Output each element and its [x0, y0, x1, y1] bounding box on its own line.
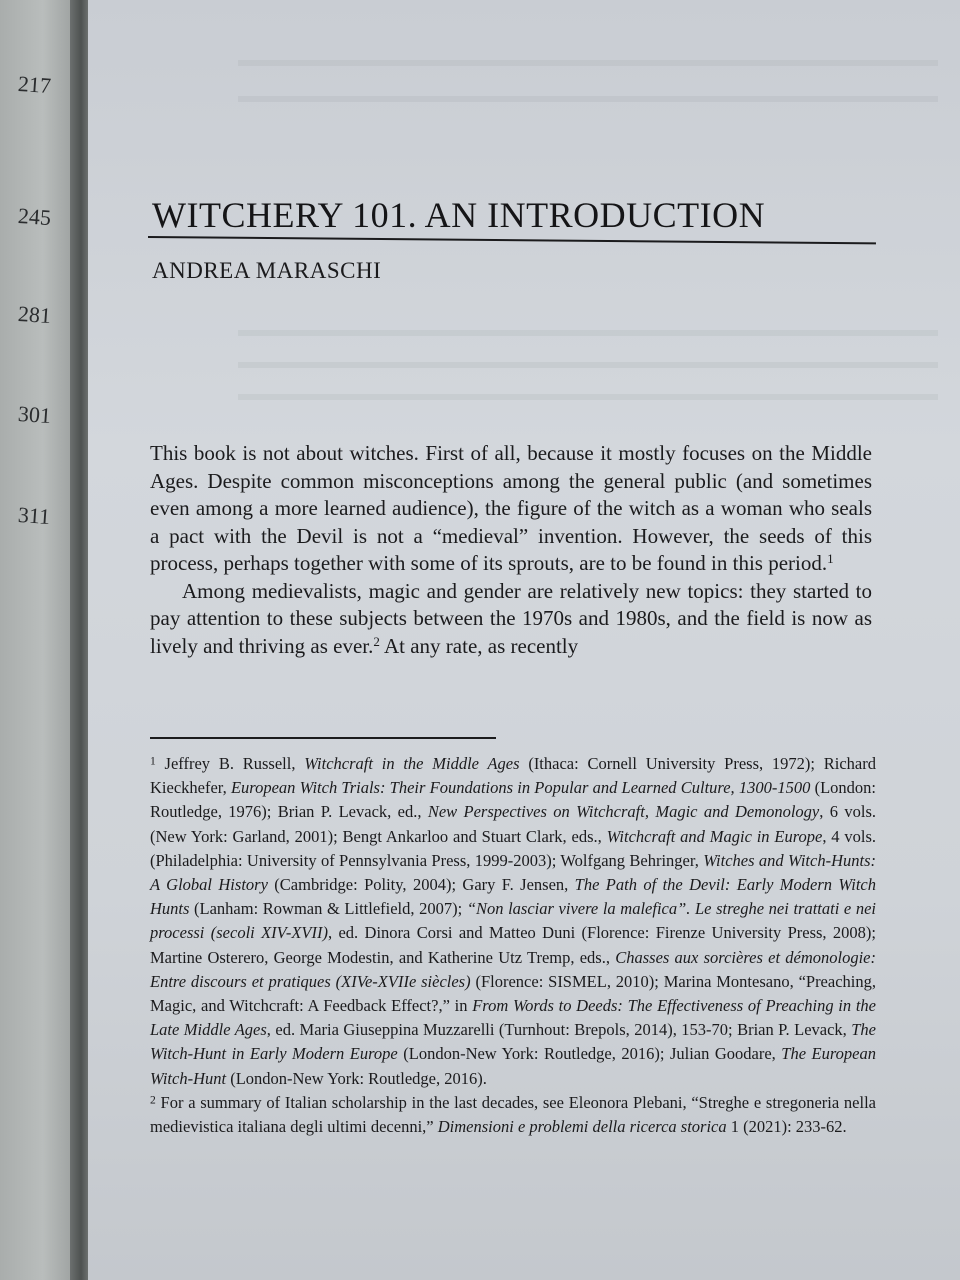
bleed-through [238, 330, 938, 336]
bleed-through [238, 362, 938, 368]
body-text [150, 440, 872, 660]
footnote-text: , 4 vols. (Philadelphia: University of Pennsylvania Press, 1999-2003); Wolfgang Behringer, [150, 826, 877, 870]
footnote-text: (Florence: SISMEL, 2010); Marina Montesano, “Preaching, Magic, and Witchcraft: A Feedback Effect?,” in [150, 971, 876, 1016]
work-title: Witchcraft and Magic in Europe [606, 826, 823, 846]
title-rule [148, 236, 876, 244]
footnote-text: , ed. Dinora Corsi and Matteo Duni (Florence: Firenze University Press, 2008); Martine Osterero, George Modestin, and Katherine Utz Tremp, eds., [150, 923, 876, 967]
previous-page-strip [0, 0, 78, 1280]
footnote-text: Jeffrey B. Russell, [155, 754, 305, 773]
work-title: Chasses aux sorcières et démonologie: Entre discours et pratiques (XIVe-XVIIe siècles) [150, 947, 876, 991]
toc-page-number: 301 [17, 400, 52, 429]
work-title: Witches and Witch-Hunts: A Global History [150, 850, 876, 895]
work-title: From Words to Deeds: The Effectiveness of Preaching in the Late Middle Ages [150, 996, 877, 1040]
work-title: The European Witch-Hunt [150, 1044, 877, 1088]
footnote-text: , 6 vols. (New York: Garland, 2001); Bengt Ankarloo and Stuart Clark, eds., [150, 802, 876, 846]
bleed-through [238, 394, 938, 400]
bleed-through [238, 60, 938, 66]
chapter-title: WITCHERY 101. AN INTRODUCTION [152, 195, 766, 235]
footnote-text: 1 (2021): 233-62. [726, 1117, 847, 1137]
footnote-text: (London-New York: Routledge, 2016). [226, 1068, 487, 1088]
footnote-number: 2 [150, 1094, 156, 1107]
work-title: Dimensioni e problemi della ricerca storica [437, 1117, 727, 1137]
footnote-rule [150, 737, 496, 739]
footnote-1 [150, 752, 876, 1091]
paragraph [150, 440, 872, 578]
footnote-text: (London: Routledge, 1976); Brian P. Levack, ed., [150, 778, 876, 822]
toc-page-number: 311 [17, 501, 52, 530]
footnote-2 [150, 1091, 876, 1139]
footnote-text: For a summary of Italian scholarship in the last decades, see Eleonora Plebani, “Streghe e stregoneria nella medievistica italiana degli ultimi decenni,” [150, 1092, 876, 1137]
work-title: The Witch-Hunt in Early Modern Europe [150, 1020, 876, 1064]
footnote-ref: 1 [827, 550, 834, 566]
footnote-text: (Cambridge: Polity, 2004); Gary F. Jensen, [267, 875, 575, 895]
footnote-text: (Ithaca: Cornell University Press, 1972); Richard Kieckhefer, [150, 754, 876, 798]
bleed-through [238, 96, 938, 102]
paragraph-text: This book is not about witches. First of all, because it mostly focuses on the Middle Ages. Despite common misconceptions among the general public (and sometimes even among a more learned audience), the figure of the witch as a woman who seals a pact with the Devil is not a “medieval” invention. However, the seeds of this process, perhaps together with some of its sprouts, are to be found in this period. [150, 441, 872, 575]
paragraph [150, 578, 872, 661]
footnote-number: 1 [150, 755, 156, 768]
work-title: Witchcraft in the Middle Ages [304, 754, 520, 773]
chapter-author: ANDREA MARASCHI [152, 258, 382, 283]
paragraph-text: At any rate, as recently [379, 633, 579, 658]
work-title: “Non lasciar vivere la malefica”. Le streghe nei trattati e nei processi (secoli XIV-XVII) [150, 899, 876, 943]
footnote-text: (Lanham: Rowman & Littlefield, 2007); [189, 899, 467, 919]
footnote-ref: 2 [373, 633, 380, 649]
paragraph-text: Among medievalists, magic and gender are relatively new topics: they started to pay attention to these subjects between the 1970s and 1980s, and the field is now as lively and thriving as ever. [150, 578, 872, 658]
toc-page-number: 245 [17, 202, 52, 231]
footnotes [150, 752, 876, 1139]
work-title: New Perspectives on Witchcraft, Magic and Demonology [427, 802, 820, 822]
work-title: European Witch Trials: Their Foundations in Popular and Learned Culture, 1300-1500 [230, 778, 811, 798]
book-page [88, 0, 960, 1280]
footnote-text: (London-New York: Routledge, 2016); Julian Goodare, [397, 1044, 782, 1064]
work-title: The Path of the Devil: Early Modern Witch Hunts [150, 875, 876, 919]
toc-page-number: 281 [17, 300, 52, 329]
toc-page-number: 217 [17, 70, 52, 99]
footnote-text: , ed. Maria Giuseppina Muzzarelli (Turnhout: Brepols, 2014), 153-70; Brian P. Levack, [266, 1020, 852, 1040]
